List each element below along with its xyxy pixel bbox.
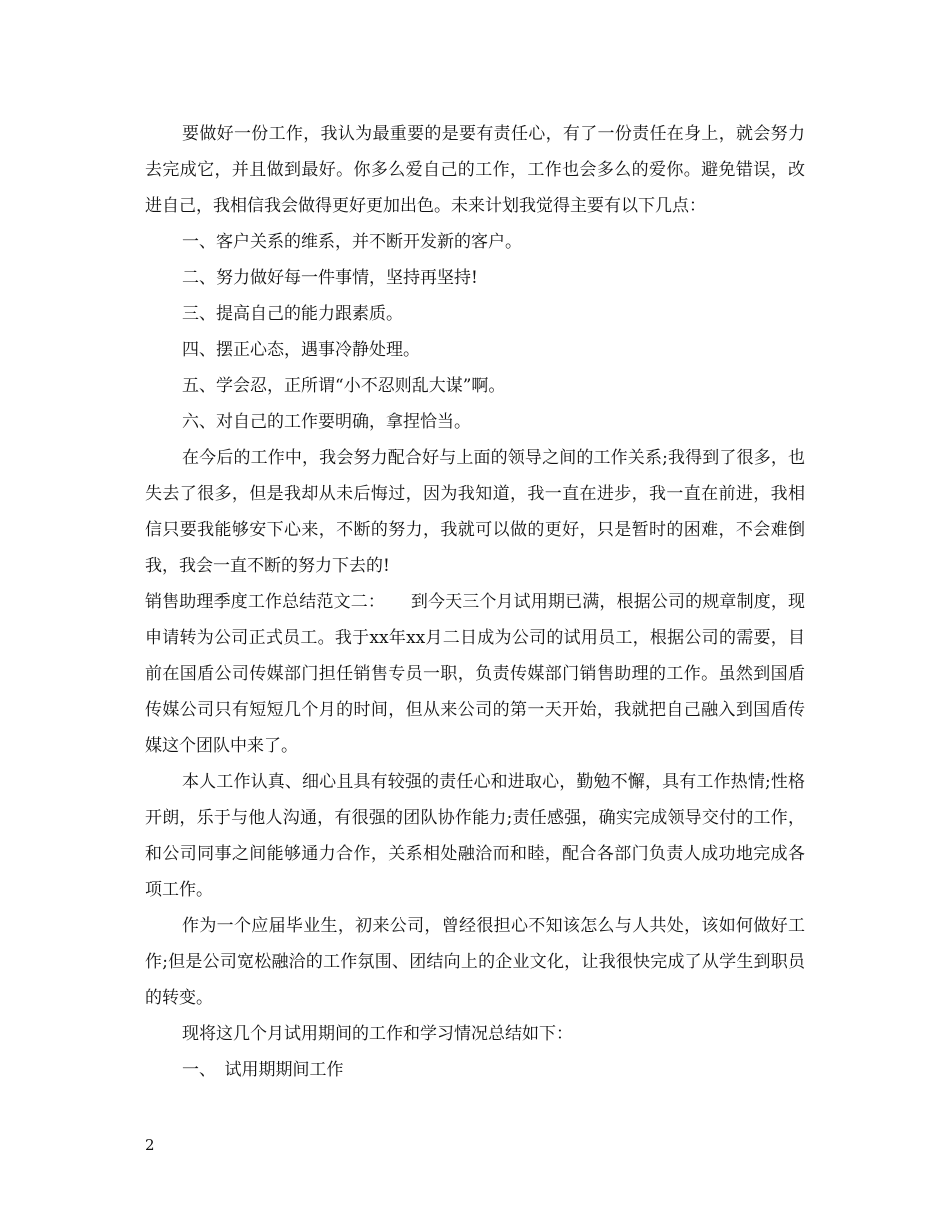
page-number: 2: [145, 1136, 155, 1154]
paragraph-summary-intro: 现将这几个月试用期间的工作和学习情况总结如下：: [182, 1024, 573, 1044]
list-item-3: 三、提高自己的能力跟素质。: [182, 304, 403, 324]
list-item-1: 一、客户关系的维系，并不断开发新的客户。: [182, 232, 522, 252]
list-item-4: 四、摆正心态，遇事冷静处理。: [182, 340, 420, 360]
paragraph-intro: 要做好一份工作，我认为最重要的是要有责任心，有了一份责任在身上，就会努力去完成它，并且做到最好。你多么爱自己的工作，工作也会多么的爱你。避免错误，改进自己，我相信我会做得更好更加出色。未来计划我觉得主要有以下几点：: [145, 124, 805, 216]
document-body: [145, 116, 805, 1088]
paragraph-future-work: 在今后的工作中，我会努力配合好与上面的领导之间的工作关系;我得到了很多，也失去了很多，但是我却从未后悔过，因为我知道，我一直在进步，我一直在前进，我相信只要我能够安下心来，不断的努力，我就可以做的更好，只是暂时的困难，不会难倒我，我会一直不断的努力下去的!: [145, 448, 805, 576]
paragraph-sample-two: 销售助理季度工作总结范文二： 到今天三个月试用期已满，根据公司的规章制度，现申请转为公司正式员工。我于xx年xx月二日成为公司的试用员工，根据公司的需要，目前在国盾公司传媒部门担任销售专员一职，负责传媒部门销售助理的工作。虽然到国盾传媒公司只有短短几个月的时间，但从来公司的第一天开始，我就把自己融入到国盾传媒这个团队中来了。: [145, 592, 805, 756]
list-item-6: 六、对自己的工作要明确，拿捏恰当。: [182, 412, 471, 432]
section-heading-trial-work: 一、 试用期期间工作: [182, 1060, 344, 1080]
paragraph-graduate: 作为一个应届毕业生，初来公司，曾经很担心不知该怎么与人共处，该如何做好工作;但是公司宽松融洽的工作氛围、团结向上的企业文化，让我很快完成了从学生到职员的转变。: [145, 916, 805, 1008]
list-item-2: 二、努力做好每一件事情，坚持再坚持!: [182, 268, 478, 288]
list-item-5: 五、学会忍，正所谓“小不忍则乱大谋”啊。: [182, 376, 506, 396]
paragraph-self-assessment: 本人工作认真、细心且具有较强的责任心和进取心，勤勉不懈，具有工作热情;性格开朗，乐于与他人沟通，有很强的团队协作能力;责任感强，确实完成领导交付的工作，和公司同事之间能够通力合作，关系相处融洽而和睦，配合各部门负责人成功地完成各项工作。: [145, 772, 805, 900]
